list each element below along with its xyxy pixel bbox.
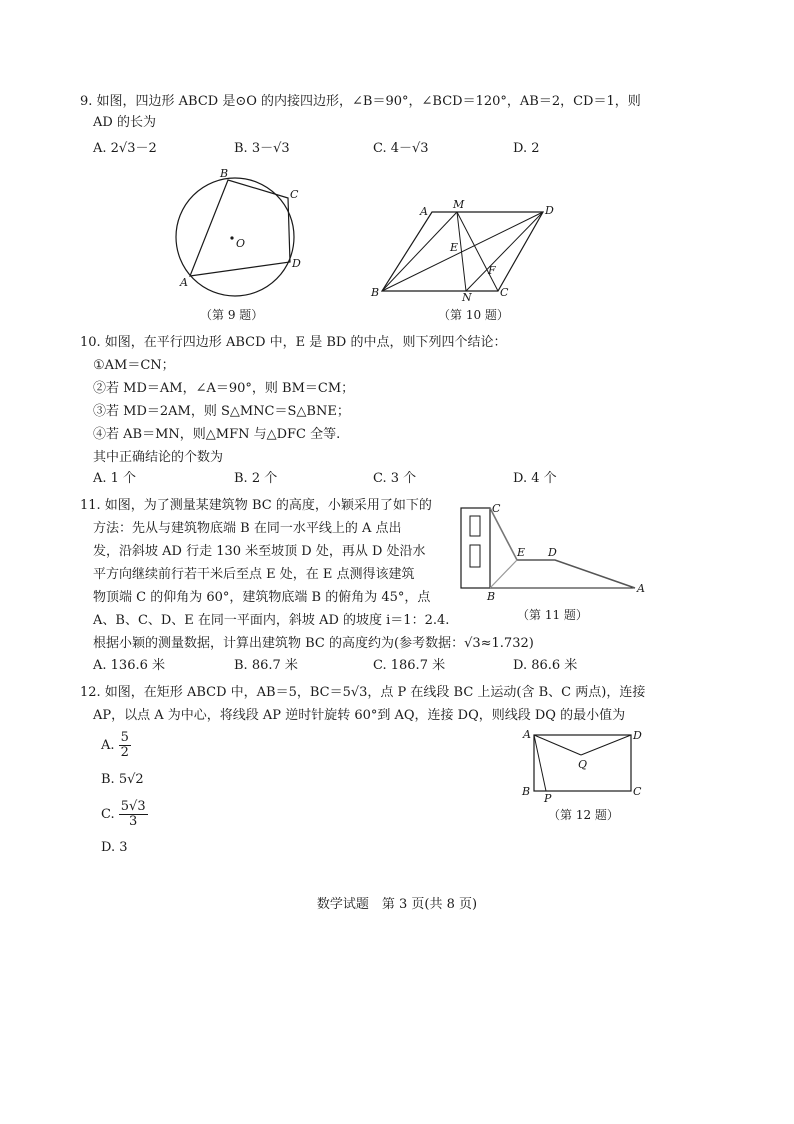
q12-option-d: D. 3 xyxy=(101,840,128,855)
q12-option-a-label: A. xyxy=(101,738,115,753)
q12-option-c-label: C. xyxy=(101,807,115,822)
q11-stem-line1: 11. 如图，为了测量某建筑物 BC 的高度，小颖采用了如下的 xyxy=(80,498,432,513)
q12-option-a-numerator: 5 xyxy=(120,730,129,745)
q12-option-c-numerator: 5√3 xyxy=(120,799,146,814)
page-footer: 数学试题 第 3 页(共 8 页) xyxy=(316,897,478,912)
q10-item-2: ②若 MD＝AM，∠A＝90°，则 BM＝CM； xyxy=(93,381,355,396)
q11-slope-path xyxy=(517,560,635,588)
q11-label-d: D xyxy=(548,546,557,559)
q9-label-c: C xyxy=(290,188,299,201)
q11-stem-line7: 根据小颖的测量数据，计算出建筑物 BC 的高度约为(参考数据：√3≈1.732) xyxy=(93,636,534,651)
q11-figure xyxy=(455,500,645,605)
q12-option-b: B. 5√2 xyxy=(101,772,144,787)
q11-stem-line3: 发，沿斜坡 AD 行走 130 米至坡顶 D 处，再从 D 处沿水 xyxy=(93,544,426,559)
q11-sight-line-b xyxy=(490,560,517,588)
q10-label-b: B xyxy=(371,286,380,299)
q12-option-c xyxy=(101,800,148,829)
q12-segment-ap xyxy=(534,735,546,791)
q11-label-c: C xyxy=(492,502,501,515)
q10-item-4: ④若 AB＝MN，则△MFN 与△DFC 全等. xyxy=(93,427,341,442)
q12-label-c: C xyxy=(633,785,642,798)
q11-label-a: A xyxy=(637,582,645,595)
q11-label-b: B xyxy=(487,590,496,603)
q10-label-d: D xyxy=(545,204,554,217)
q9-center-point xyxy=(230,236,233,239)
q12-segment-aq xyxy=(534,735,581,755)
q11-option-a: A. 136.6 米 xyxy=(93,658,166,673)
q12-label-a: A xyxy=(523,728,531,741)
q10-caption: （第 10 题） xyxy=(438,308,509,322)
q10-option-c: C. 3 个 xyxy=(373,471,417,486)
q11-stem-line2: 方法：先从与建筑物底端 B 在同一水平线上的 A 点出 xyxy=(93,521,402,536)
q10-item-1: ①AM＝CN； xyxy=(93,358,175,373)
q10-stem-line1: 10. 如图，在平行四边形 ABCD 中，E 是 BD 的中点，则下列四个结论： xyxy=(80,335,507,350)
q11-window-lower xyxy=(470,545,480,567)
q9-option-c: C. 4－√3 xyxy=(373,141,429,156)
q12-option-c-denominator: 3 xyxy=(129,814,138,829)
q10-option-b: B. 2 个 xyxy=(234,471,278,486)
q9-caption: （第 9 题） xyxy=(200,308,264,322)
q9-option-d: D. 2 xyxy=(513,141,540,156)
q11-stem-line5: 物顶端 C 的仰角为 60°，建筑物底端 B 的俯角为 45°，点 xyxy=(93,590,431,605)
q10-label-f: F xyxy=(488,264,496,277)
q12-segment-dq xyxy=(581,735,631,755)
q9-quadrilateral xyxy=(190,180,290,276)
q11-caption: （第 11 题） xyxy=(517,608,588,622)
q10-label-c: C xyxy=(500,286,509,299)
q12-option-a-fraction xyxy=(119,731,131,760)
q11-label-e: E xyxy=(517,546,526,559)
q11-sight-line-c xyxy=(490,508,517,560)
q9-label-o: O xyxy=(236,237,246,250)
q9-option-b: B. 3－√3 xyxy=(234,141,290,156)
q10-label-m: M xyxy=(453,198,465,211)
q10-label-e: E xyxy=(450,241,459,254)
q9-label-d: D xyxy=(292,257,301,270)
q10-figure xyxy=(365,195,565,305)
q12-figure xyxy=(518,725,648,805)
q12-option-a xyxy=(101,731,131,760)
q12-option-c-fraction xyxy=(119,800,148,829)
q10-option-a: A. 1 个 xyxy=(93,471,137,486)
q12-label-b: B xyxy=(522,785,531,798)
q11-option-c: C. 186.7 米 xyxy=(373,658,446,673)
q9-figure xyxy=(160,165,310,305)
q10-option-d: D. 4 个 xyxy=(513,471,557,486)
q10-question: 其中正确结论的个数为 xyxy=(93,450,224,465)
q11-option-d: D. 86.6 米 xyxy=(513,658,578,673)
q12-stem-line2: AP，以点 A 为中心，将线段 AP 逆时针旋转 60°到 AQ，连接 DQ，则线段 DQ 的最小值为 xyxy=(93,708,626,723)
q12-label-q: Q xyxy=(578,758,588,771)
q10-item-3: ③若 MD＝2AM，则 S△MNC＝S△BNE； xyxy=(93,404,350,419)
q11-building xyxy=(461,508,490,588)
q12-label-d: D xyxy=(633,729,642,742)
q12-label-p: P xyxy=(544,792,552,805)
q10-label-n: N xyxy=(462,291,472,304)
q9-label-a: A xyxy=(180,276,188,289)
q9-circle xyxy=(176,178,294,296)
q12-stem-line1: 12. 如图，在矩形 ABCD 中，AB＝5，BC＝5√3，点 P 在线段 BC 上运动(含 B、C 两点)，连接 xyxy=(80,685,646,700)
q11-stem-line6: A、B、C、D、E 在同一平面内，斜坡 AD 的坡度 i＝1：2.4. xyxy=(93,613,450,628)
q11-option-b: B. 86.7 米 xyxy=(234,658,298,673)
q11-stem-line4: 平方向继续前行若干米后至点 E 处，在 E 点测得该建筑 xyxy=(93,567,415,582)
q9-label-b: B xyxy=(220,167,229,180)
q12-option-a-denominator: 2 xyxy=(120,745,129,760)
q9-option-a: A. 2√3－2 xyxy=(93,141,157,156)
q9-stem-line2: AD 的长为 xyxy=(93,115,156,130)
q11-window-upper xyxy=(470,516,480,536)
q12-caption: （第 12 题） xyxy=(548,808,619,822)
q9-stem-line1: 9. 如图，四边形 ABCD 是⊙O 的内接四边形，∠B＝90°，∠BCD＝120°，AB＝2，CD＝1，则 xyxy=(80,94,641,109)
q10-label-a: A xyxy=(420,205,428,218)
